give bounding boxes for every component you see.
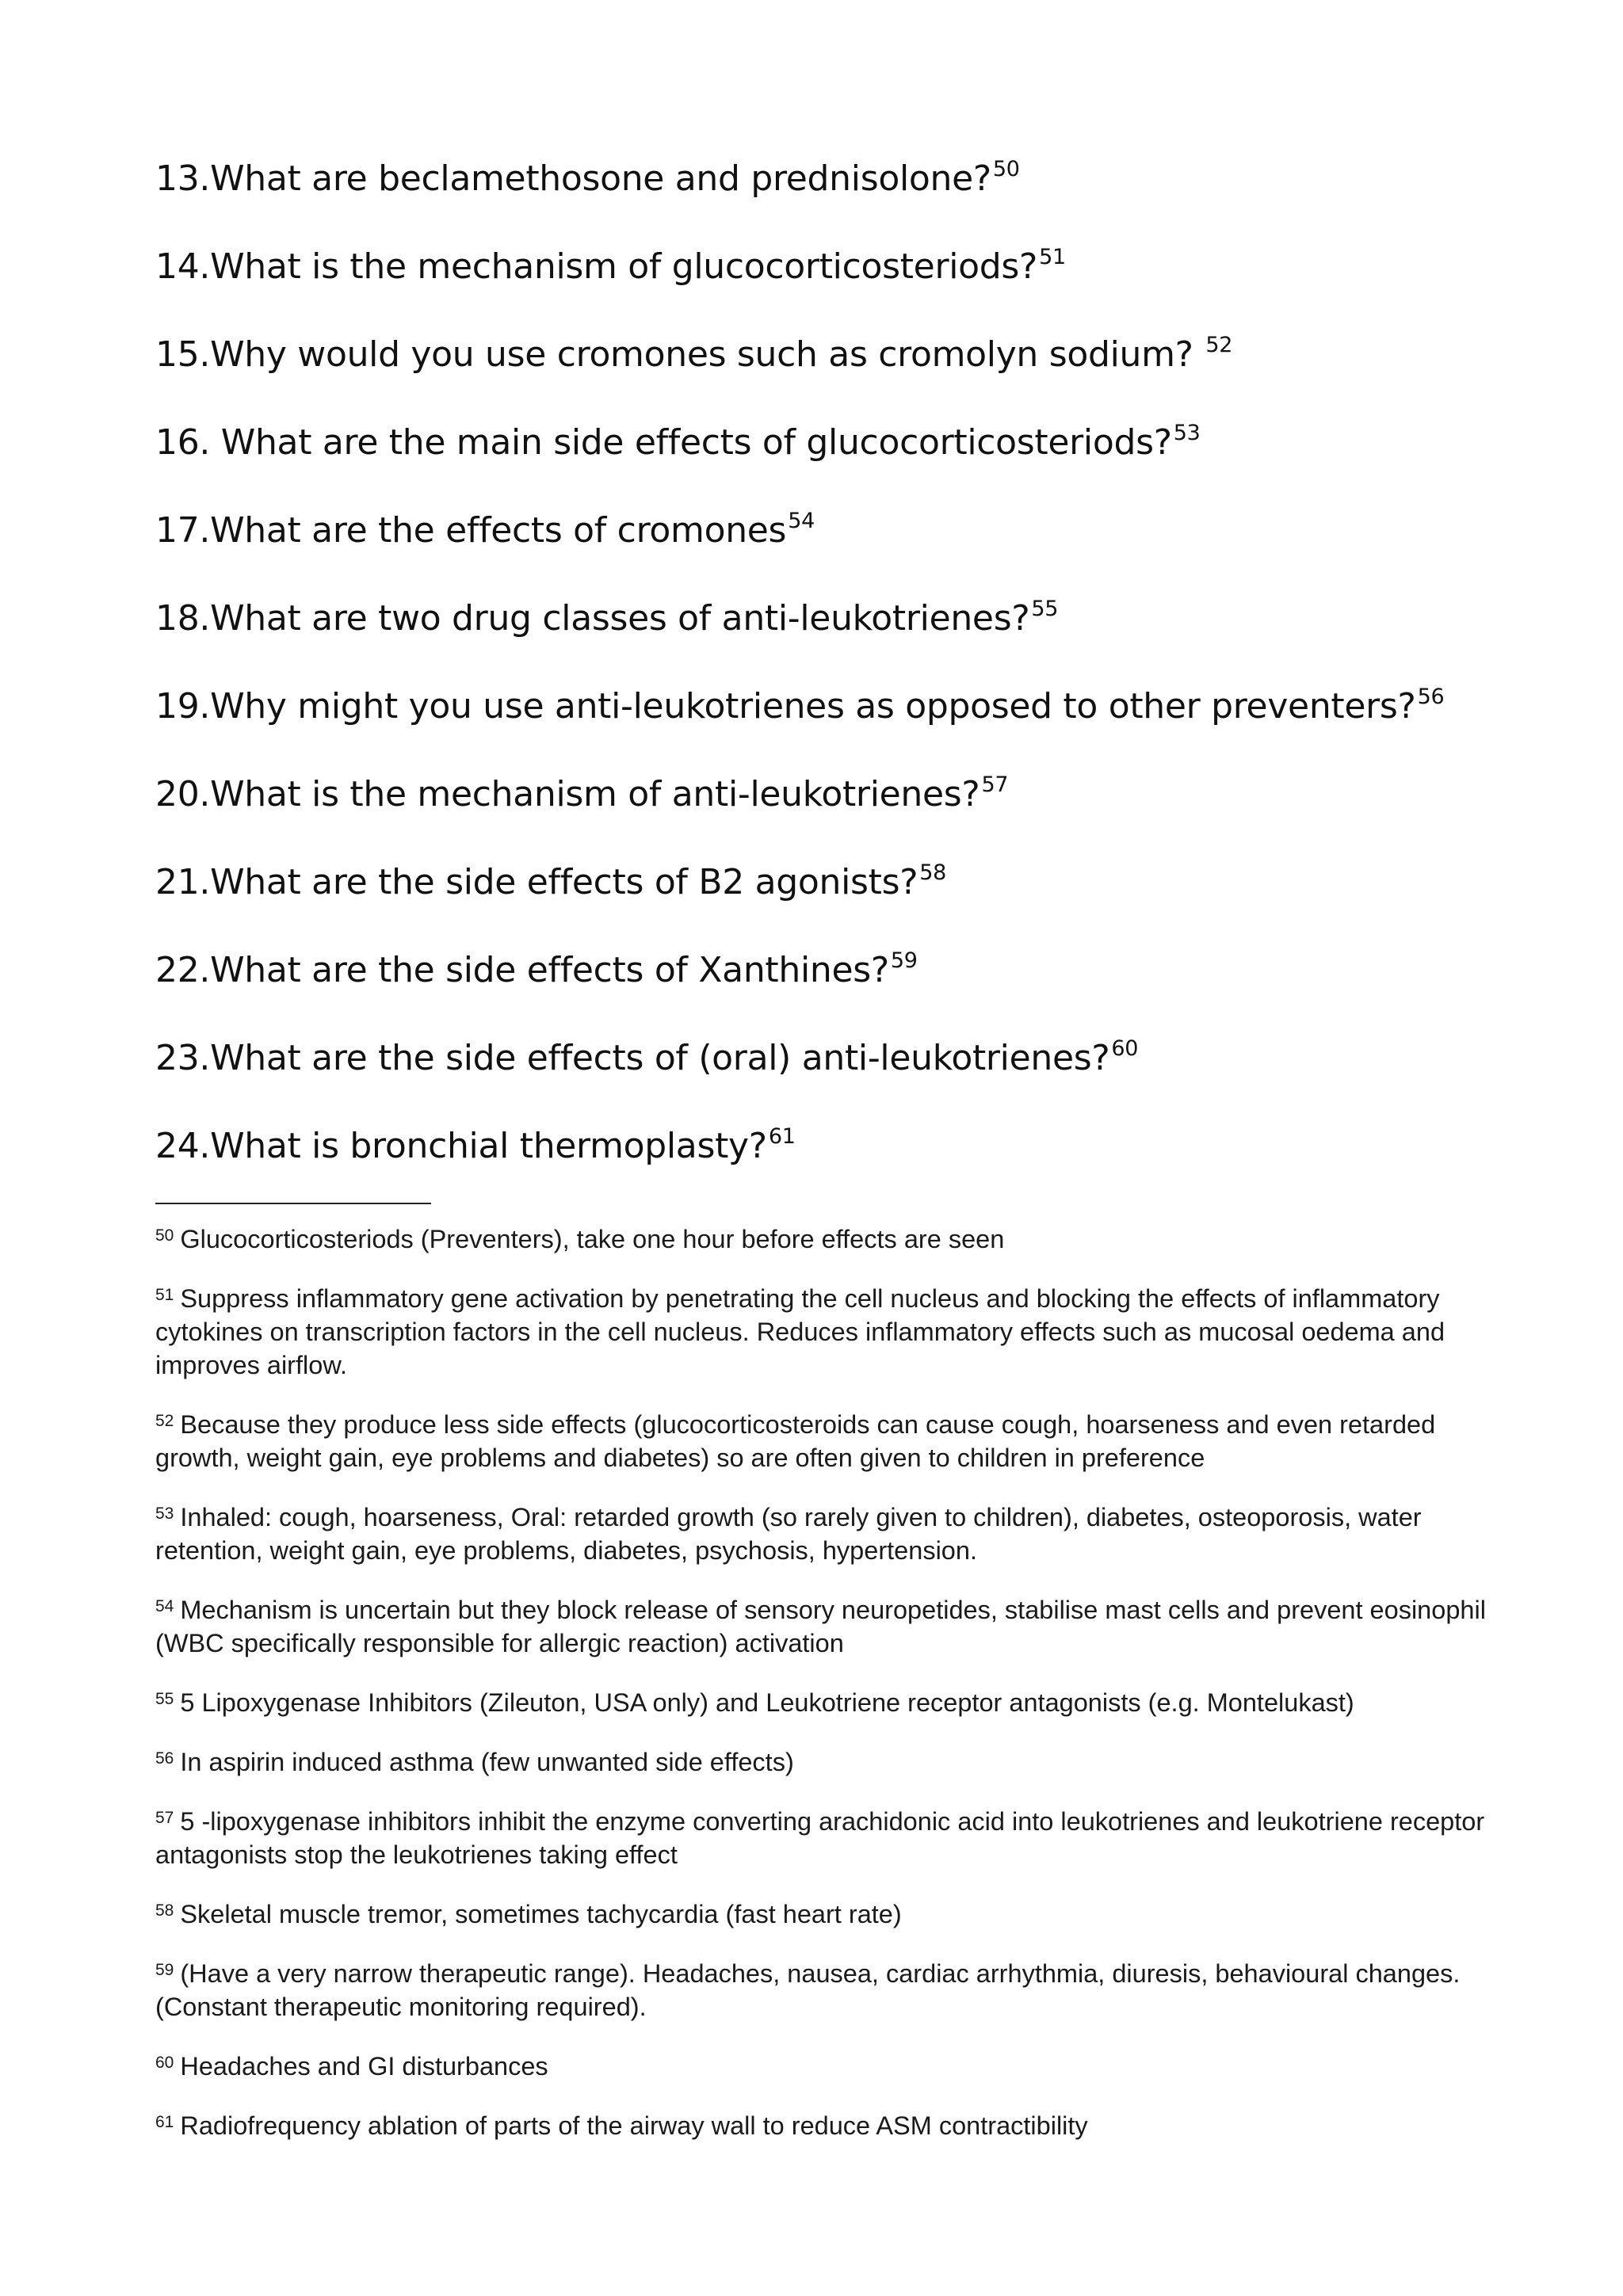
- question-text: 19.Why might you use anti-leukotrienes as opposed to other preventers?: [155, 686, 1416, 727]
- footnote: [155, 1282, 1487, 1382]
- footnote-reference[interactable]: 61: [768, 1124, 796, 1149]
- footnote-list: [155, 1222, 1487, 2168]
- footnote-number: 50: [155, 1226, 174, 1245]
- question-text: 24.What is bronchial thermoplasty?: [155, 1126, 767, 1166]
- footnote: [155, 1805, 1487, 1871]
- footnote-text: (Have a very narrow therapeutic range). Headaches, nausea, cardiac arrhythmia, diuresis, behavioural changes. (Constant therapeutic monitoring required).: [155, 1959, 1461, 2021]
- footnote-reference[interactable]: 50: [992, 157, 1020, 181]
- question-item: [155, 947, 1503, 994]
- footnote-reference[interactable]: 55: [1031, 597, 1059, 621]
- footnote-reference[interactable]: 52: [1205, 333, 1233, 357]
- footnote-reference[interactable]: 51: [1039, 245, 1066, 269]
- question-text: 16. What are the main side effects of glucocorticosteriods?: [155, 422, 1172, 463]
- footnote-text: Glucocorticosteriods (Preventers), take one hour before effects are seen: [180, 1225, 1005, 1253]
- footnote-text: Inhaled: cough, hoarseness, Oral: retarded growth (so rarely given to children), diabetes, osteoporosis, water retention, weight gain, eye problems, diabetes, psychosis, hypertension.: [155, 1503, 1422, 1565]
- question-item: [155, 683, 1503, 730]
- question-item: [155, 859, 1503, 906]
- footnote-separator: [155, 1203, 431, 1204]
- question-item: [155, 771, 1503, 818]
- footnote-number: 60: [155, 2054, 174, 2072]
- question-text: 15.Why would you use cromones such as cromolyn sodium?: [155, 334, 1205, 375]
- footnote-number: 54: [155, 1597, 174, 1615]
- footnote-reference[interactable]: 53: [1173, 421, 1201, 445]
- footnote-reference[interactable]: 58: [919, 860, 947, 885]
- footnote-text: Mechanism is uncertain but they block release of sensory neuropetides, stabilise mast cells and prevent eosinophil (WBC specifically responsible for allergic reaction) activation: [155, 1596, 1486, 1657]
- question-item: [155, 1123, 1503, 1170]
- question-item: [155, 419, 1503, 467]
- footnote-number: 55: [155, 1690, 174, 1708]
- footnote: [155, 1686, 1487, 1719]
- footnote-number: 57: [155, 1809, 174, 1827]
- footnote: [155, 1897, 1487, 1931]
- footnote-text: Radiofrequency ablation of parts of the airway wall to reduce ASM contractibility: [180, 2111, 1088, 2140]
- footnote-number: 59: [155, 1961, 174, 1979]
- footnote: [155, 1501, 1487, 1567]
- footnote: [155, 1593, 1487, 1660]
- footnote-reference[interactable]: 56: [1417, 685, 1445, 709]
- question-text: 13.What are beclamethosone and prednisolone?: [155, 158, 991, 199]
- footnote-number: 53: [155, 1505, 174, 1523]
- footnote-text: Because they produce less side effects (glucocorticosteroids can cause cough, hoarseness and even retarded growth, weight gain, eye problems and diabetes) so are often given to children in preference: [155, 1410, 1436, 1472]
- question-text: 20.What is the mechanism of anti-leukotrienes?: [155, 774, 980, 814]
- question-item: [155, 507, 1503, 555]
- question-item: [155, 243, 1503, 291]
- footnote-reference[interactable]: 60: [1111, 1036, 1139, 1061]
- footnote-text: Skeletal muscle tremor, sometimes tachycardia (fast heart rate): [180, 1900, 902, 1928]
- footnote-number: 58: [155, 1901, 174, 1920]
- question-text: 23.What are the side effects of (oral) anti-leukotrienes?: [155, 1038, 1110, 1078]
- footnote-text: 5 -lipoxygenase inhibitors inhibit the enzyme converting arachidonic acid into leukotrienes and leukotriene receptor antagonists stop the leukotrienes taking effect: [155, 1807, 1485, 1869]
- question-text: 21.What are the side effects of B2 agonists?: [155, 862, 918, 902]
- footnote: [155, 1408, 1487, 1474]
- question-item: [155, 595, 1503, 643]
- footnote-text: Suppress inflammatory gene activation by penetrating the cell nucleus and blocking the effects of inflammatory cytokines on transcription factors in the cell nucleus. Reduces inflammatory effects such as mucosal oedema and improves airflow.: [155, 1284, 1445, 1379]
- footnote: [155, 1957, 1487, 2023]
- footnote-reference[interactable]: 59: [890, 948, 918, 973]
- footnote-reference[interactable]: 54: [788, 509, 815, 533]
- question-item: [155, 331, 1503, 379]
- footnote-reference[interactable]: 57: [981, 772, 1009, 797]
- footnote: [155, 2109, 1487, 2142]
- footnote: [155, 1745, 1487, 1779]
- question-text: 18.What are two drug classes of anti-leukotrienes?: [155, 598, 1030, 639]
- footnote-text: In aspirin induced asthma (few unwanted side effects): [180, 1748, 794, 1776]
- question-text: 14.What is the mechanism of glucocorticosteriods?: [155, 246, 1038, 287]
- footnote-number: 52: [155, 1412, 174, 1430]
- question-list: [155, 155, 1503, 1211]
- question-item: [155, 1035, 1503, 1082]
- footnote: [155, 1222, 1487, 1256]
- footnote-number: 51: [155, 1286, 174, 1304]
- footnote-number: 61: [155, 2113, 174, 2131]
- question-text: 22.What are the side effects of Xanthines?: [155, 950, 889, 990]
- footnote: [155, 2050, 1487, 2083]
- footnote-number: 56: [155, 1749, 174, 1768]
- footnote-text: 5 Lipoxygenase Inhibitors (Zileuton, USA only) and Leukotriene receptor antagonists (e.g. Montelukast): [180, 1688, 1354, 1717]
- footnote-text: Headaches and GI disturbances: [180, 2052, 548, 2081]
- question-item: [155, 155, 1503, 203]
- question-text: 17.What are the effects of cromones: [155, 510, 787, 551]
